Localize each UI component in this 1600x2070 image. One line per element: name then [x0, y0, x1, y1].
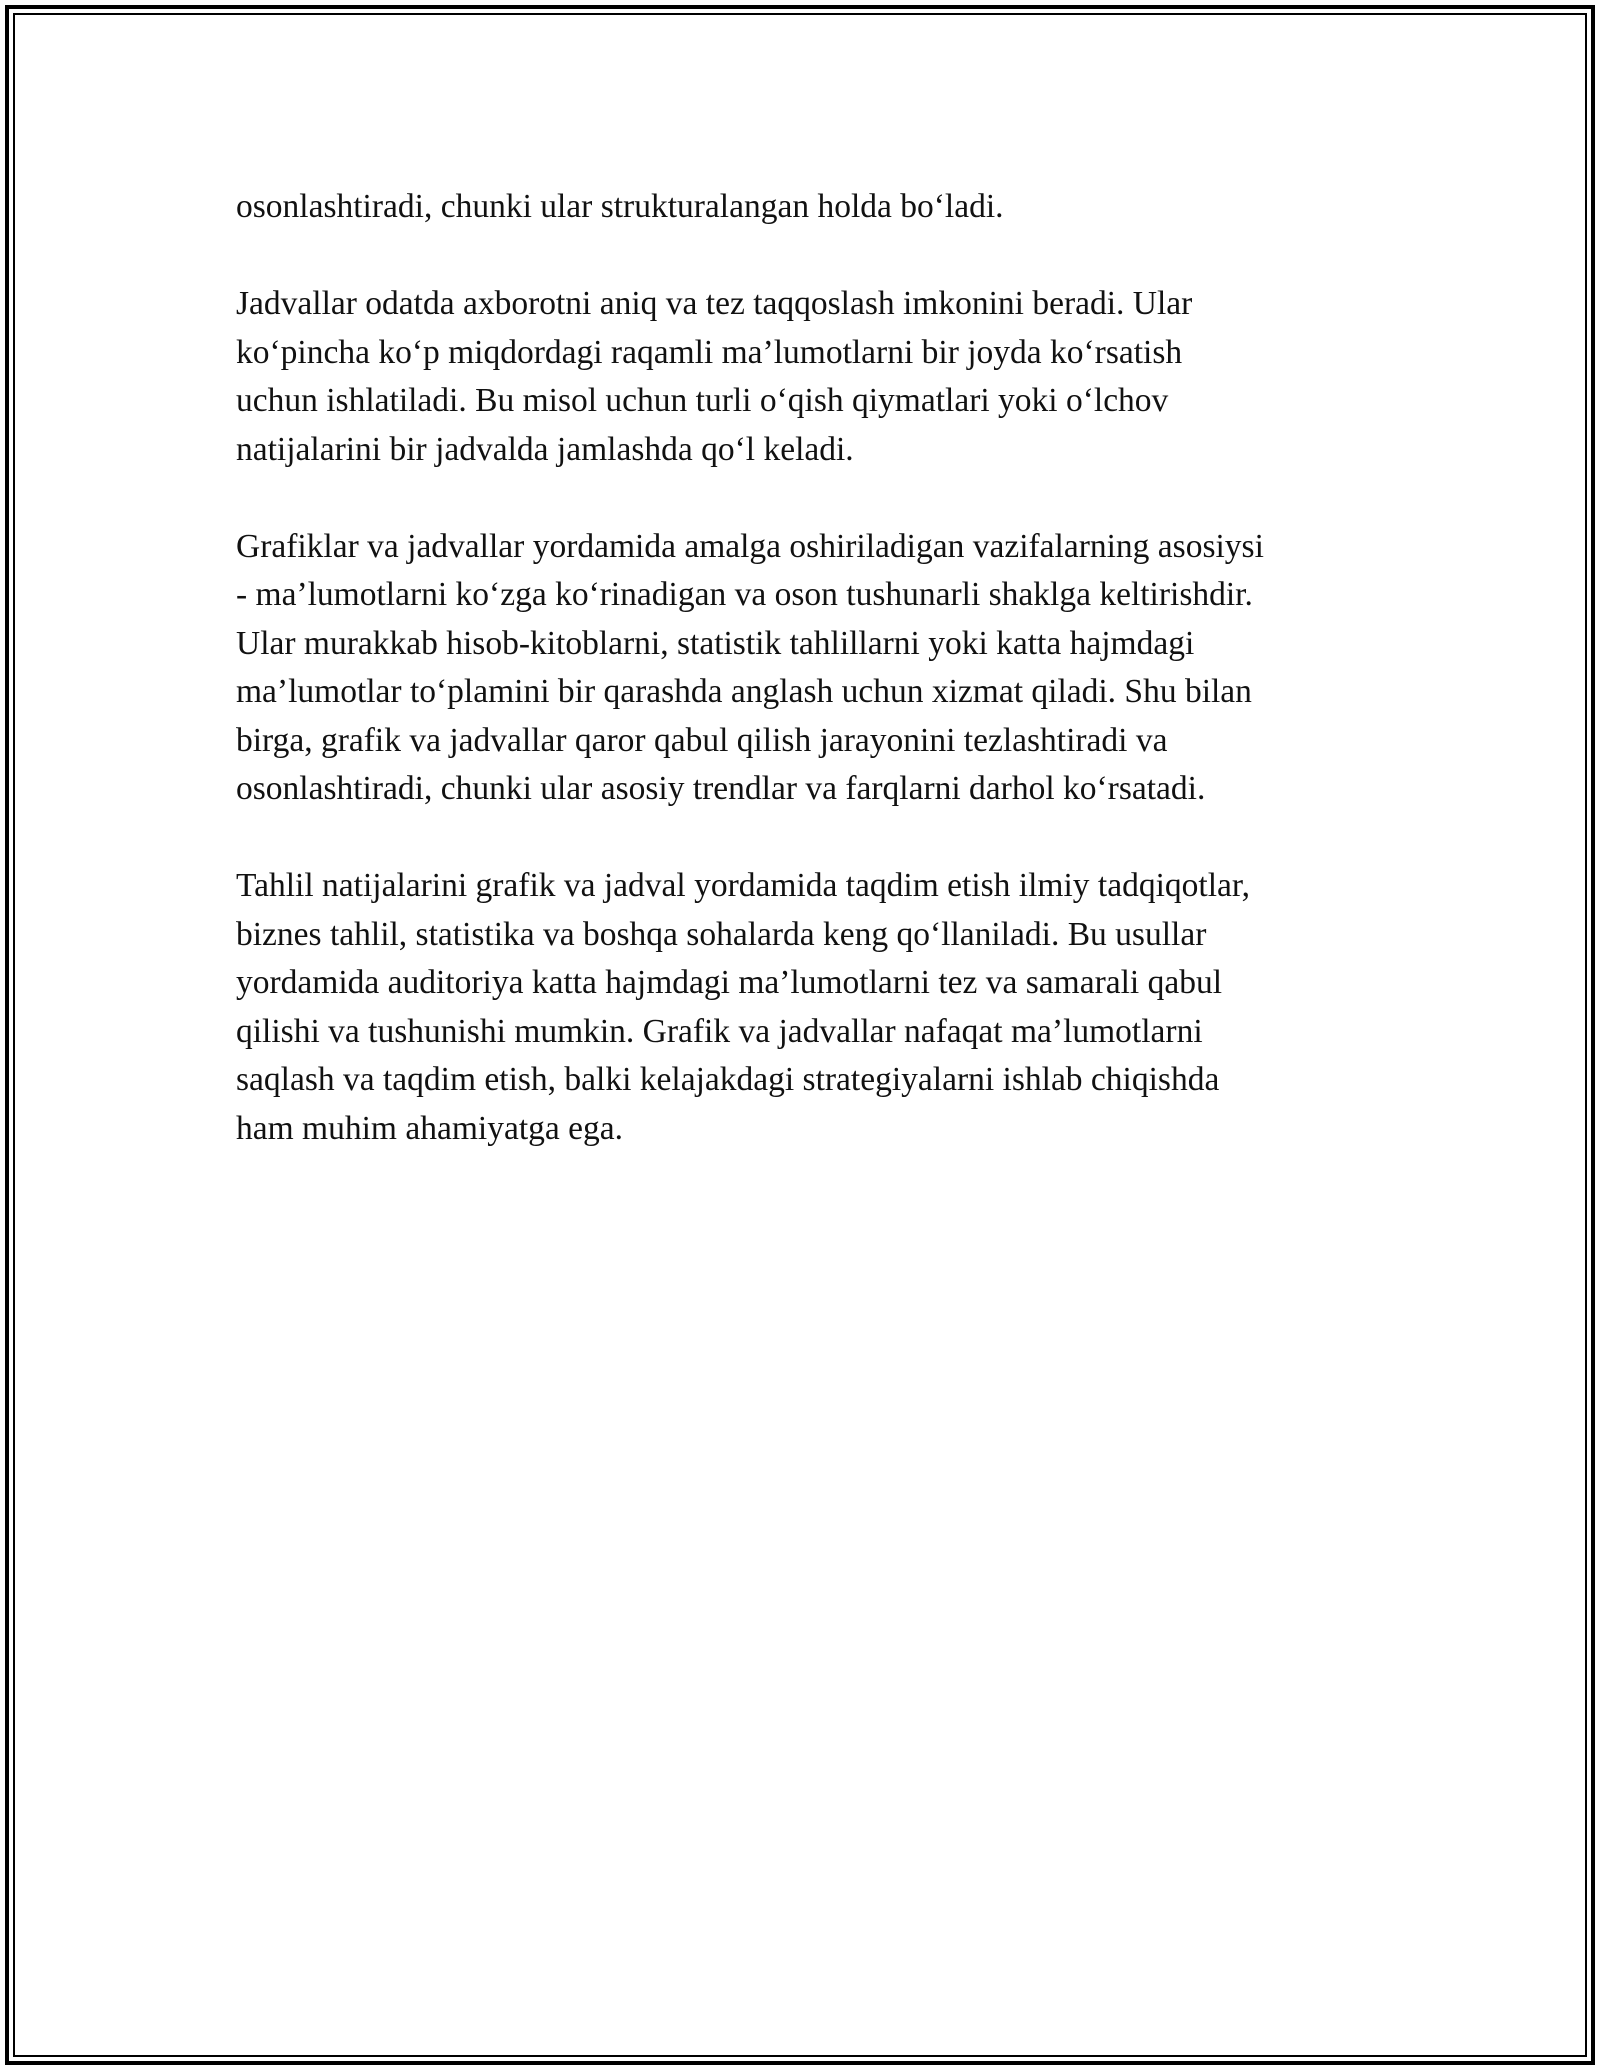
paragraph-line: ko‘pincha ko‘p miqdordagi raqamli ma’lumotlarni bir joyda ko‘rsatish: [236, 333, 1183, 371]
paragraph-2: [236, 280, 1406, 474]
paragraph-line: saqlash va taqdim etish, balki kelajakdagi strategiyalarni ishlab chiqishda: [236, 1061, 1220, 1098]
paragraph-3: [236, 523, 1406, 814]
paragraph-line: Ular murakkab hisob-kitoblarni, statistik tahlillarni yoki katta hajmdagi: [236, 624, 1195, 662]
paragraph-line: birga, grafik va jadvallar qaror qabul qilish jarayonini tezlashtiradi va: [236, 721, 1168, 759]
document-body: [236, 183, 1406, 1202]
paragraph-line: ma’lumotlar to‘plamini bir qarashda anglash uchun xizmat qiladi. Shu bilan: [236, 673, 1252, 710]
paragraph-line: natijalarini bir jadvalda jamlashda qo‘l keladi.: [236, 430, 854, 468]
paragraph-line: Grafiklar va jadvallar yordamida amalga oshiriladigan vazifalarning asosiysi: [236, 527, 1264, 565]
paragraph-line: ham muhim ahamiyatga ega.: [236, 1109, 623, 1147]
paragraph-line: osonlashtiradi, chunki ular strukturalangan holda bo‘ladi.: [236, 188, 1004, 225]
paragraph-line: uchun ishlatiladi. Bu misol uchun turli o‘qish qiymatlari yoki o‘lchov: [236, 382, 1169, 419]
paragraph-4: [236, 862, 1406, 1153]
paragraph-line: Tahlil natijalarini grafik va jadval yordamida taqdim etish ilmiy tadqiqotlar,: [236, 867, 1251, 904]
paragraph-line: osonlashtiradi, chunki ular asosiy trendlar va farqlarni darhol ko‘rsatadi.: [236, 770, 1206, 807]
paragraph-line: yordamida auditoriya katta hajmdagi ma’lumotlarni tez va samarali qabul: [236, 964, 1223, 1001]
paragraph-line: - ma’lumotlarni ko‘zga ko‘rinadigan va oson tushunarli shaklga keltirishdir.: [236, 576, 1253, 613]
paragraph-line: qilishi va tushunishi mumkin. Grafik va jadvallar nafaqat ma’lumotlarni: [236, 1012, 1203, 1050]
paragraph-1: [236, 183, 1406, 232]
paragraph-line: Jadvallar odatda axborotni aniq va tez taqqoslash imkonini beradi. Ular: [236, 285, 1193, 322]
paragraph-line: biznes tahlil, statistika va boshqa sohalarda keng qo‘llaniladi. Bu usullar: [236, 915, 1207, 953]
